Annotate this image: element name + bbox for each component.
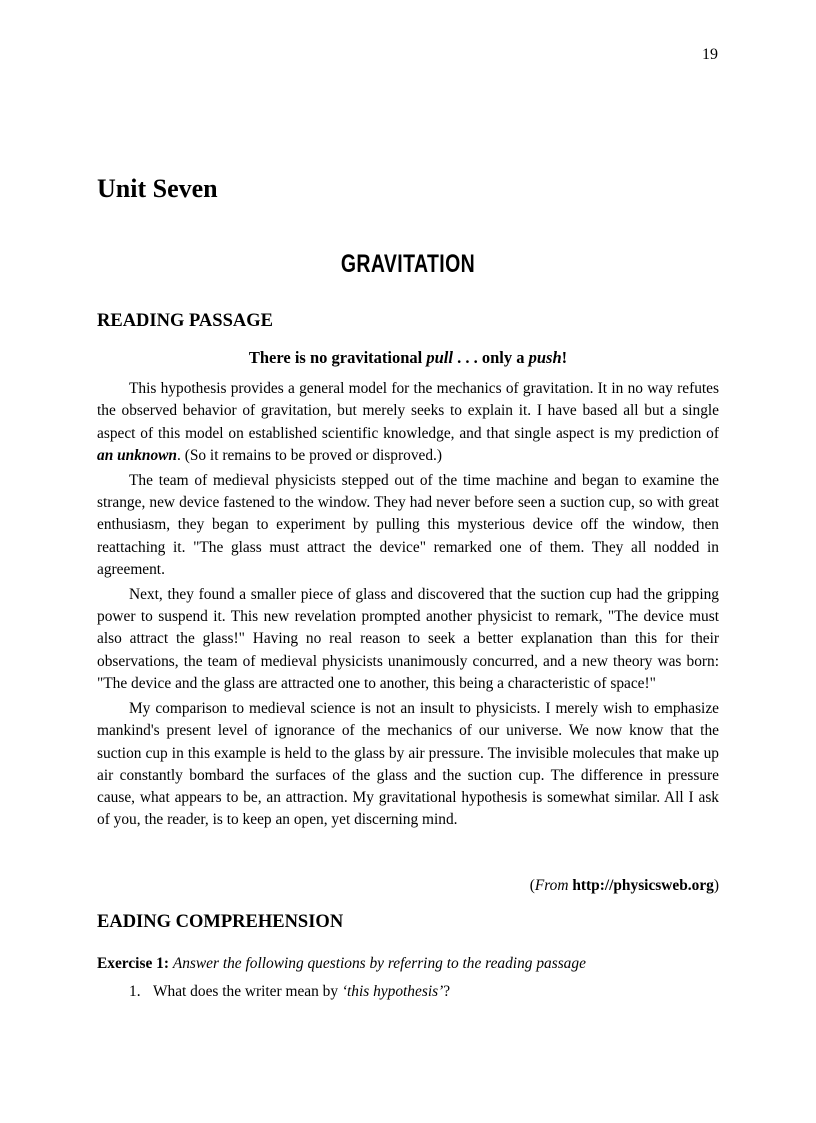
paragraph-3: Next, they found a smaller piece of glass and discovered that the suction cup had the gripping power to suspend it. This new revelation prompted another physicist to remark, "The device must also attract the glass!" Having no real reason to seek a better explanation than this for their observations, the team of medieval physicists unanimously concurred, and a new theory was born: "The device and the glass are attracted one to another, this being a characteristic of space!" xyxy=(97,585,719,693)
chapter-title: GRAVITATION xyxy=(340,250,476,278)
source-from: From xyxy=(534,877,569,894)
question-1-quote: ‘this hypothesis’ xyxy=(341,983,444,1000)
question-1-number: 1. xyxy=(129,983,141,1000)
section-heading-comprehension: EADING COMPREHENSION xyxy=(97,912,344,932)
source-open-paren: ( xyxy=(529,877,535,894)
paragraph-1-after: . (So it remains to be proved or disproved.) xyxy=(177,446,443,464)
passage-title xyxy=(97,348,719,368)
exercise-1 xyxy=(97,955,719,973)
passage-title-pull: pull xyxy=(426,348,453,367)
paragraph-4: My comparison to medieval science is not an insult to physicists. I merely wish to emphasize mankind's present level of ignorance of the mechanics of our universe. We now know that the suction cup in this example is held to the glass by air pressure. The invisible molecules that make up air constantly bombard the surfaces of the glass and the suction cup. The difference in pressure cause, what appears to be, an attraction. My gravitational hypothesis is somewhat similar. All I ask of you, the reader, is to keep an open, yet discerning mind. xyxy=(97,699,719,829)
question-1 xyxy=(129,983,719,1001)
source-citation xyxy=(97,877,719,895)
paragraph-2: The team of medieval physicists stepped out of the time machine and began to examine the strange, new device fastened to the window. They had never before seen a suction cup, so with great enthusiasm, they began to experiment by pulling this mysterious device off the window, then reattaching it. "The glass must attract the device" remarked one of them. They all nodded in agreement. xyxy=(97,471,719,578)
page-number: 19 xyxy=(702,46,718,63)
exercise-label: Exercise 1: xyxy=(97,955,169,972)
source-close-paren: ) xyxy=(713,877,719,894)
question-1-after: ? xyxy=(443,983,451,1000)
passage-title-before: There is no gravitational xyxy=(248,348,427,367)
unit-title: Unit Seven xyxy=(97,174,218,203)
paragraph-1-emphasis: an unknown xyxy=(97,446,177,464)
passage-title-middle: . . . only a xyxy=(452,348,529,367)
paragraph-1 xyxy=(97,378,719,467)
reading-passage xyxy=(97,378,719,834)
passage-title-push: push xyxy=(528,348,562,367)
source-url: http://physicsweb.org xyxy=(572,877,714,894)
section-heading-reading-passage: READING PASSAGE xyxy=(97,311,273,331)
passage-title-after: ! xyxy=(561,348,568,367)
question-1-before: What does the writer mean by xyxy=(153,983,342,1000)
paragraph-1-before: This hypothesis provides a general model for the mechanics of gravitation. It in no way refutes the observed behavior of gravitation, but merely seeks to explain it. I have based all but a single aspect of this model on established scientific knowledge, and that single aspect is my prediction of xyxy=(97,380,719,442)
exercise-instruction: Answer the following questions by referring to the reading passage xyxy=(172,955,586,972)
